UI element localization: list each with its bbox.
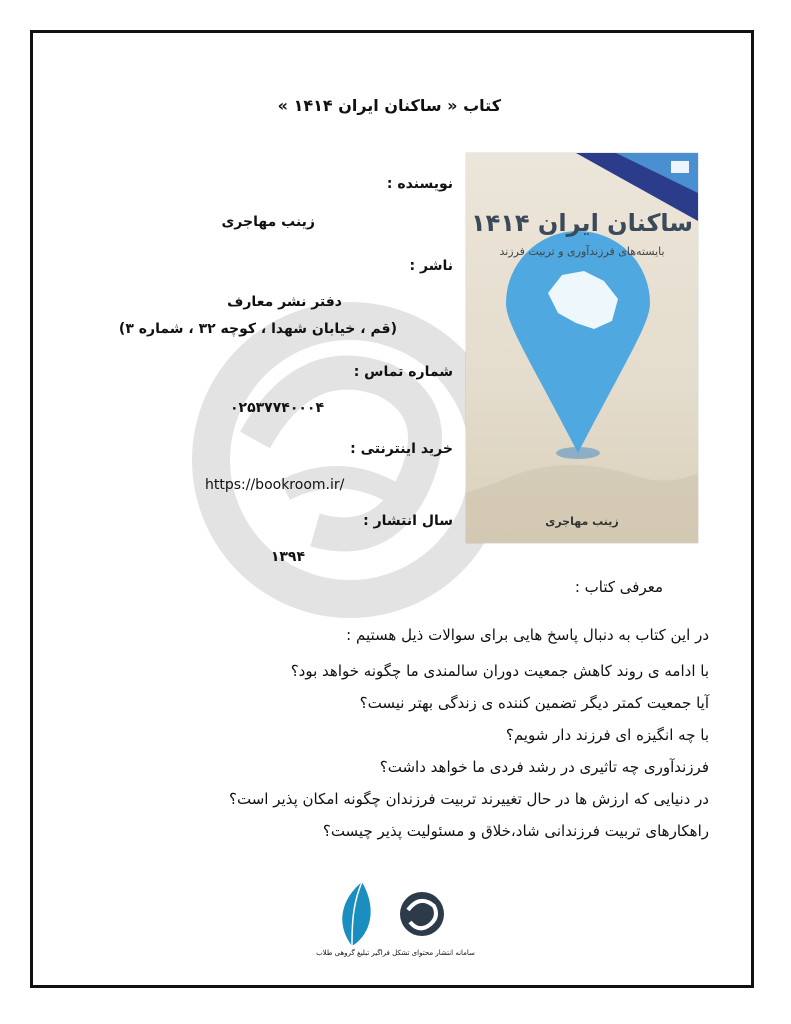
question-item: راهکارهای تربیت فرزندانی شاد،خلاق و مسئولیت پذیر چیست؟ (322, 822, 709, 840)
footer-caption: سامانه انتشار محتوای تشکل فراگیر تبلیغ گروهی طلاب (316, 949, 475, 957)
phone-label: شماره تماس : (353, 364, 453, 380)
feather-logo-icon (342, 882, 370, 946)
online-purchase-link[interactable]: https://bookroom.ir/ (205, 477, 345, 493)
document-title: کتاب « ساکنان ایران ۱۴۱۴ » (277, 96, 501, 115)
phone-value: ۰۲۵۳۷۷۴۰۰۰۴ (230, 400, 324, 416)
intro-lead: در این کتاب به دنبال پاسخ هایی برای سوالات ذیل هستیم : (346, 626, 709, 644)
publisher-address: (قم ، خیابان شهدا ، کوچه ۳۲ ، شماره ۳) (118, 321, 397, 337)
question-item: فرزندآوری چه تاثیری در رشد فردی ما خواهد داشت؟ (379, 758, 709, 776)
question-item: با ادامه ی روند کاهش جمعیت دوران سالمندی ما چگونه خواهد بود؟ (290, 662, 709, 680)
question-item: با چه انگیزه ای فرزند دار شویم؟ (505, 726, 709, 744)
year-value: ۱۳۹۴ (270, 549, 305, 565)
book-cover-image (466, 153, 698, 543)
cover-subtitle: بایسته‌های فرزندآوری و تربیت فرزند (499, 245, 665, 258)
author-label: نویسنده : (386, 176, 453, 192)
online-purchase-label: خرید اینترنتی : (350, 441, 453, 457)
publisher-label: ناشر : (409, 258, 453, 274)
year-label: سال انتشار : (363, 513, 453, 529)
circle-logo-icon (400, 892, 444, 936)
question-item: در دنیایی که ارزش ها در حال تغییرند تربیت فرزندان چگونه امکان پذیر است؟ (229, 790, 709, 808)
footer-logos (330, 880, 460, 950)
cover-title: ساکنان ایران ۱۴۱۴ (470, 209, 694, 237)
publisher-name: دفتر نشر معارف (227, 294, 342, 310)
question-item: آیا جمعیت کمتر دیگر تضمین کننده ی زندگی بهتر نیست؟ (359, 694, 709, 712)
author-value: زینب مهاجری (221, 214, 315, 230)
cover-author: زینب مهاجری (545, 515, 619, 528)
book-intro-label: معرفی کتاب : (574, 578, 663, 596)
